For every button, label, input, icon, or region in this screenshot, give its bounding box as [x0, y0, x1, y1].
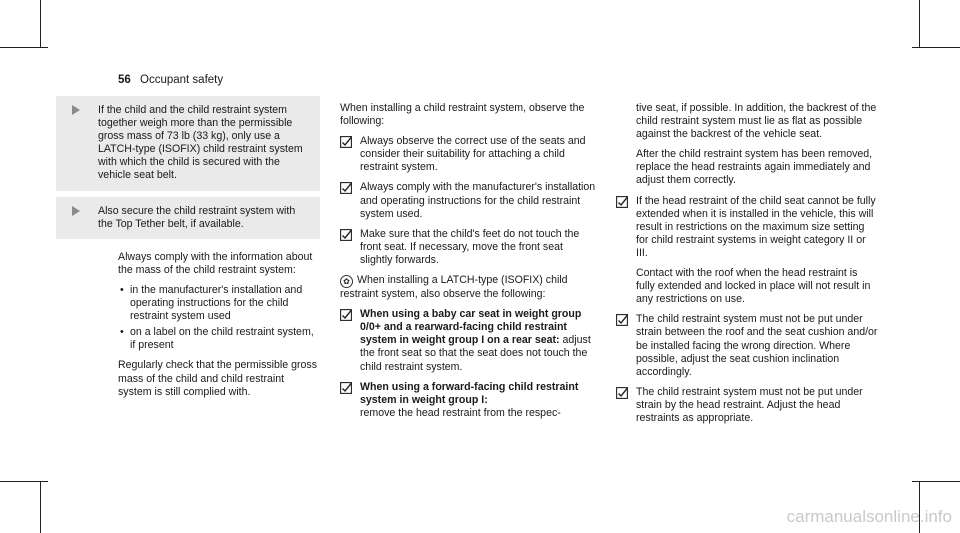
mass-outro: Regularly check that the permissible gross mass of the child and child restraint system is still complied with.	[118, 359, 318, 398]
checklist-text: Make sure that the child's feet do not touch the front seat. If necessary, move the front seat slightly forwards.	[360, 227, 580, 266]
column-2	[340, 102, 598, 427]
checklist-item	[340, 181, 598, 220]
checklist-text: Always comply with the manufacturer's installation and operating instructions for the child restraint system used.	[360, 181, 596, 220]
mass-intro: Always comply with the information about the mass of the child restraint system:	[118, 250, 313, 276]
checkbox-tick-icon	[340, 309, 352, 321]
crop-mark	[40, 481, 41, 533]
checkbox-tick-icon	[616, 387, 628, 399]
checklist-text: The child restraint system must not be put under strain by the head restraint. Adjust the head restraints as appropriate.	[636, 385, 863, 424]
list-item: • in the manufacturer's installation and operating instructions for the child restraint system used	[118, 284, 320, 323]
page-header	[118, 74, 223, 86]
checklist-item	[616, 313, 878, 378]
notice-text: If the child and the child restraint system together weigh more than the permissible gross mass of 73 lb (33 kg), only use a LATCH-type (ISOFIX) child restraint system with which the child is secured with the vehicle seat belt.	[98, 104, 303, 182]
checklist-heading: When using a baby car seat in weight group 0/0+ and a rearward-facing child restraint system in weight group I on a rear seat:	[360, 308, 582, 347]
notice-box	[56, 197, 320, 239]
checklist-text: If the head restraint of the child seat cannot be fully extended when it is installed in the vehicle, this will result in restrictions on the maximum size setting for child restraint systems in weight category II or III.	[636, 194, 876, 259]
mass-info	[56, 251, 320, 399]
checklist-item	[616, 386, 878, 425]
checkbox-tick-icon	[340, 136, 352, 148]
list-item: • on a label on the child restraint system, if present	[118, 326, 320, 352]
checklist-text: adjust the front seat so that the seat does not touch the child restraint system.	[360, 334, 591, 373]
checkbox-tick-icon	[616, 196, 628, 208]
continued-text	[616, 102, 878, 188]
paragraph: After the child restraint system has been removed, replace the head restraints again immediately and adjust them correctly.	[636, 148, 873, 187]
checklist-item	[340, 135, 598, 174]
checkbox-tick-icon	[340, 182, 352, 194]
crop-mark	[919, 0, 920, 48]
environment-note-icon: ✿	[340, 275, 353, 288]
page-number: 56	[118, 74, 131, 86]
triangle-arrow-icon	[72, 105, 80, 115]
crop-mark	[912, 481, 960, 482]
checklist-item	[340, 381, 598, 420]
environment-note-text: When installing a LATCH-type (ISOFIX) child restraint system, also observe the following:	[340, 274, 568, 301]
checklist-item	[340, 308, 598, 373]
crop-mark	[0, 481, 48, 482]
crop-mark	[912, 47, 960, 48]
checklist-text: Always observe the correct use of the seats and consider their suitability for attaching a child restraint system.	[360, 135, 586, 174]
checklist-text: Contact with the roof when the head restraint is fully extended and locked in place will not result in any restrictions on use.	[636, 267, 871, 306]
crop-mark	[0, 47, 48, 48]
environment-note	[340, 274, 598, 301]
checklist-text: The child restraint system must not be put under strain between the roof and the seat cushion and/or be installed facing the wrong direction. Where possible, adjust the seat cushion inclination accordingly.	[636, 313, 878, 378]
column-3	[616, 102, 878, 432]
paragraph: tive seat, if possible. In addition, the backrest of the child restraint system must lie as flat as possible against the backrest of the vehicle seat.	[636, 102, 877, 141]
column-1	[56, 96, 320, 406]
install-intro: When installing a child restraint system, observe the following:	[340, 102, 585, 128]
notice-text: Also secure the child restraint system with the Top Tether belt, if available.	[98, 204, 296, 230]
crop-mark	[40, 0, 41, 48]
checklist-item	[616, 195, 878, 307]
checklist-text: remove the head restraint from the respec-	[360, 406, 561, 419]
checkbox-tick-icon	[616, 314, 628, 326]
checklist-heading: When using a forward-facing child restraint system in weight group I:	[360, 380, 579, 406]
checklist-item	[340, 228, 598, 267]
checkbox-tick-icon	[340, 382, 352, 394]
watermark: carmanualsonline.info	[786, 507, 952, 526]
section-title: Occupant safety	[140, 74, 224, 86]
notice-box	[56, 96, 320, 191]
checkbox-tick-icon	[340, 229, 352, 241]
triangle-arrow-icon	[72, 206, 80, 216]
